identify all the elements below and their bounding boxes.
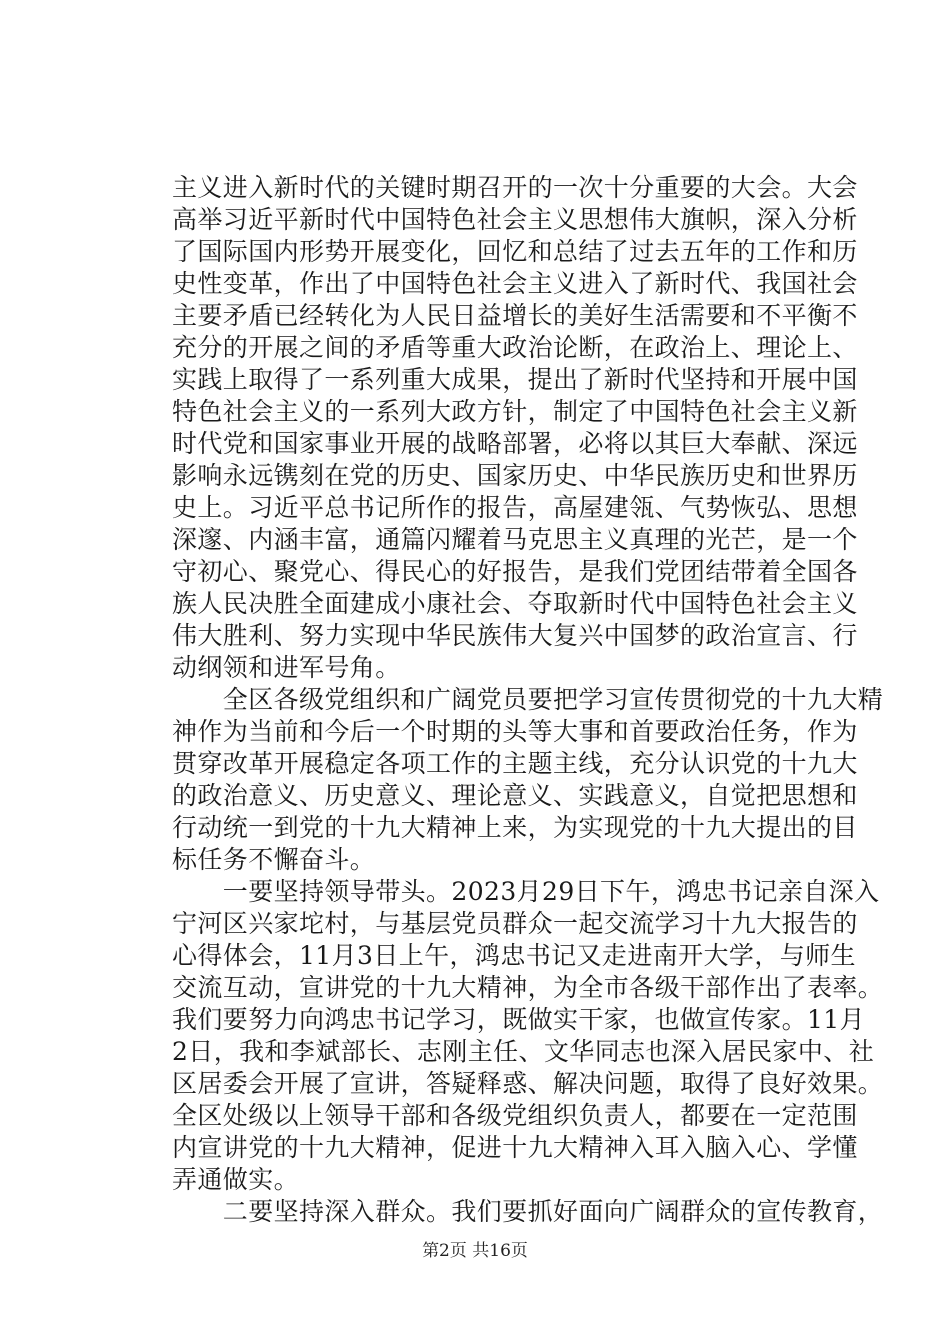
text-line: 弄通做实。: [172, 1165, 300, 1194]
text-line: 实践上取得了一系列重大成果，提出了新时代坚持和开展中国: [172, 365, 858, 394]
text-line: 2日，我和李斌部长、志刚主任、文华同志也深入居民家中、社: [172, 1037, 875, 1066]
text-line: 我们要努力向鸿忠书记学习，既做实干家，也做宣传家。11月: [172, 1005, 866, 1034]
text-line: 特色社会主义的一系列大政方针，制定了中国特色社会主义新: [172, 397, 858, 426]
text-line: 的政治意义、历史意义、理论意义、实践意义，自觉把思想和: [172, 781, 858, 810]
text-line: 史上。习近平总书记所作的报告，高屋建瓴、气势恢弘、思想: [172, 493, 858, 522]
text-line: 全区各级党组织和广阔党员要把学习宣传贯彻党的十九大精: [172, 685, 884, 714]
text-line: 族人民决胜全面建成小康社会、夺取新时代中国特色社会主义: [172, 589, 858, 618]
text-line: 心得体会，11月3日上午，鸿忠书记又走进南开大学，与师生: [172, 941, 856, 970]
text-line: 守初心、聚党心、得民心的好报告，是我们党团结带着全国各: [172, 557, 858, 586]
text-line: 史性变革，作出了中国特色社会主义进入了新时代、我国社会: [172, 269, 858, 298]
text-line: 主要矛盾已经转化为人民日益增长的美好生活需要和不平衡不: [172, 301, 858, 330]
text-line: 宁河区兴家坨村，与基层党员群众一起交流学习十九大报告的: [172, 909, 858, 938]
text-line: 贯穿改革开展稳定各项工作的主题主线，充分认识党的十九大: [172, 749, 858, 778]
text-line: 伟大胜利、努力实现中华民族伟大复兴中国梦的政治宣言、行: [172, 621, 858, 650]
text-line: 神作为当前和今后一个时期的头等大事和首要政治任务，作为: [172, 717, 858, 746]
document-body: [172, 172, 884, 1228]
text-line: 二要坚持深入群众。我们要抓好面向广阔群众的宣传教育，: [172, 1197, 884, 1226]
text-line: 内宣讲党的十九大精神，促进十九大精神入耳入脑入心、学懂: [172, 1133, 858, 1162]
text-line: 充分的开展之间的矛盾等重大政治论断，在政治上、理论上、: [172, 333, 858, 362]
page-number-label: 第2页 共16页: [422, 1241, 528, 1261]
text-line: 标任务不懈奋斗。: [172, 845, 376, 874]
text-line: 动纲领和进军号角。: [172, 653, 401, 682]
text-line: 高举习近平新时代中国特色社会主义思想伟大旗帜，深入分析: [172, 205, 858, 234]
page-footer: [0, 1239, 950, 1263]
text-line: 时代党和国家事业开展的战略部署，必将以其巨大奉献、深远: [172, 429, 858, 458]
text-line: 区居委会开展了宣讲，答疑释惑、解决问题，取得了良好效果。: [172, 1069, 884, 1098]
text-line: 影响永远镌刻在党的历史、国家历史、中华民族历史和世界历: [172, 461, 858, 490]
text-line: 全区处级以上领导干部和各级党组织负责人，都要在一定范围: [172, 1101, 858, 1130]
text-line: 交流互动，宣讲党的十九大精神，为全市各级干部作出了表率。: [172, 973, 884, 1002]
text-line: 深邃、内涵丰富，通篇闪耀着马克思主义真理的光芒，是一个: [172, 525, 858, 554]
text-line: 行动统一到党的十九大精神上来，为实现党的十九大提出的目: [172, 813, 858, 842]
text-line: 了国际国内形势开展变化，回忆和总结了过去五年的工作和历: [172, 237, 858, 266]
text-line: 主义进入新时代的关键时期召开的一次十分重要的大会。大会: [172, 173, 858, 202]
text-line: 一要坚持领导带头。2023月29日下午，鸿忠书记亲自深入: [172, 877, 880, 906]
